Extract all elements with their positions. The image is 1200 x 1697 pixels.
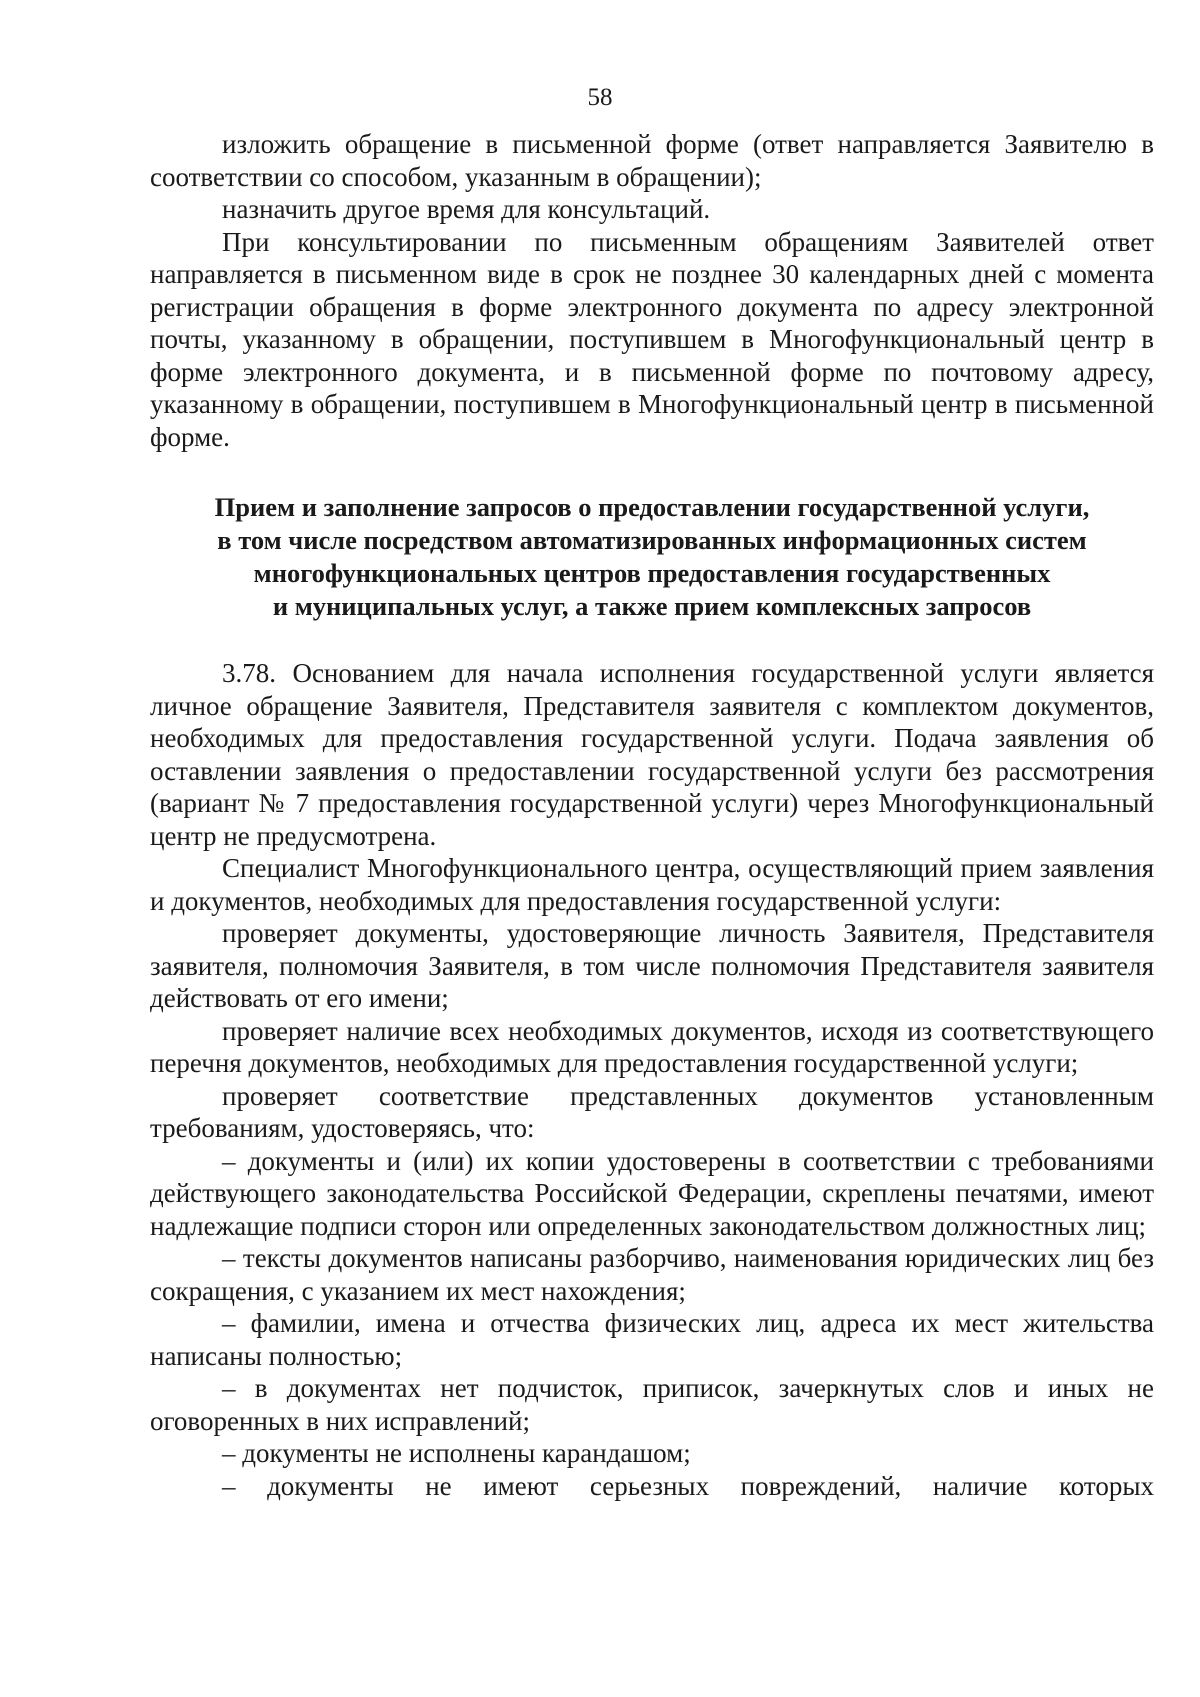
document-body	[150, 128, 1154, 1502]
paragraph: проверяет наличие всех необходимых документов, исходя из соответствующего перечня документов, необходимых для предоставления государственной услуги;	[150, 1015, 1154, 1078]
paragraph: изложить обращение в письменной форме (ответ направляется Заявителю в соответствии со способом, указанным в обращении);	[150, 129, 1154, 192]
list-item: – в документах нет подчисток, приписок, зачеркнутых слов и иных не оговоренных в них исправлений;	[150, 1373, 1154, 1436]
section-heading-line: Прием и заполнение запросов о предоставлении государственной услуги,	[214, 492, 1090, 522]
section-heading	[150, 491, 1154, 623]
paragraph: 3.78. Основанием для начала исполнения государственной услуги является личное обращение Заявителя, Представителя заявителя с комплектом документов, необходимых для предоставления государственной услуги. Подача заявления об оставлении заявления о предоставлении государственной услуги без рассмотрения (вариант № 7 предоставления государственной услуги) через Многофункциональный центр не предусмотрена.	[150, 658, 1154, 851]
paragraph: При консультировании по письменным обращениям Заявителей ответ направляется в письменном виде в срок не позднее 30 календарных дней с момента регистрации обращения в форме электронного документа по адресу электронной почты, указанному в обращении, поступившем в Многофункциональный центр в форме электронного документа, и в письменной форме по почтовому адресу, указанному в обращении, поступившем в Многофункциональный центр в письменной форме.	[150, 226, 1154, 452]
paragraph: проверяет соответствие представленных документов установленным требованиям, удостоверяясь, что:	[150, 1080, 1154, 1143]
section-heading-line: многофункциональных центров предоставления государственных	[253, 558, 1051, 588]
list-item: – тексты документов написаны разборчиво, наименования юридических лиц без сокращения, с указанием их мест нахождения;	[150, 1243, 1154, 1306]
list-item: – фамилии, имена и отчества физических лиц, адреса их мест жительства написаны полностью;	[150, 1308, 1154, 1371]
list-item: – документы и (или) их копии удостоверены в соответствии с требованиями действующего законодательства Российской Федерации, скреплены печатями, имеют надлежащие подписи сторон или определенных законодательством должностных лиц;	[150, 1145, 1154, 1241]
list-item: – документы не исполнены карандашом;	[222, 1438, 691, 1468]
page-number: 58	[587, 84, 613, 111]
section-heading-line: и муниципальных услуг, а также прием комплексных запросов	[272, 591, 1032, 621]
paragraph: проверяет документы, удостоверяющие личность Заявителя, Представителя заявителя, полномочия Заявителя, в том числе полномочия Представителя заявителя действовать от его имени;	[150, 918, 1154, 1013]
section-heading-line: в том числе посредством автоматизированных информационных систем	[217, 525, 1087, 555]
paragraph: Специалист Многофункционального центра, осуществляющий прием заявления и документов, необходимых для предоставления государственной услуги:	[150, 853, 1154, 916]
list-item: – документы не имеют серьезных повреждений, наличие которых	[222, 1470, 1154, 1501]
paragraph: назначить другое время для консультаций.	[222, 194, 711, 224]
